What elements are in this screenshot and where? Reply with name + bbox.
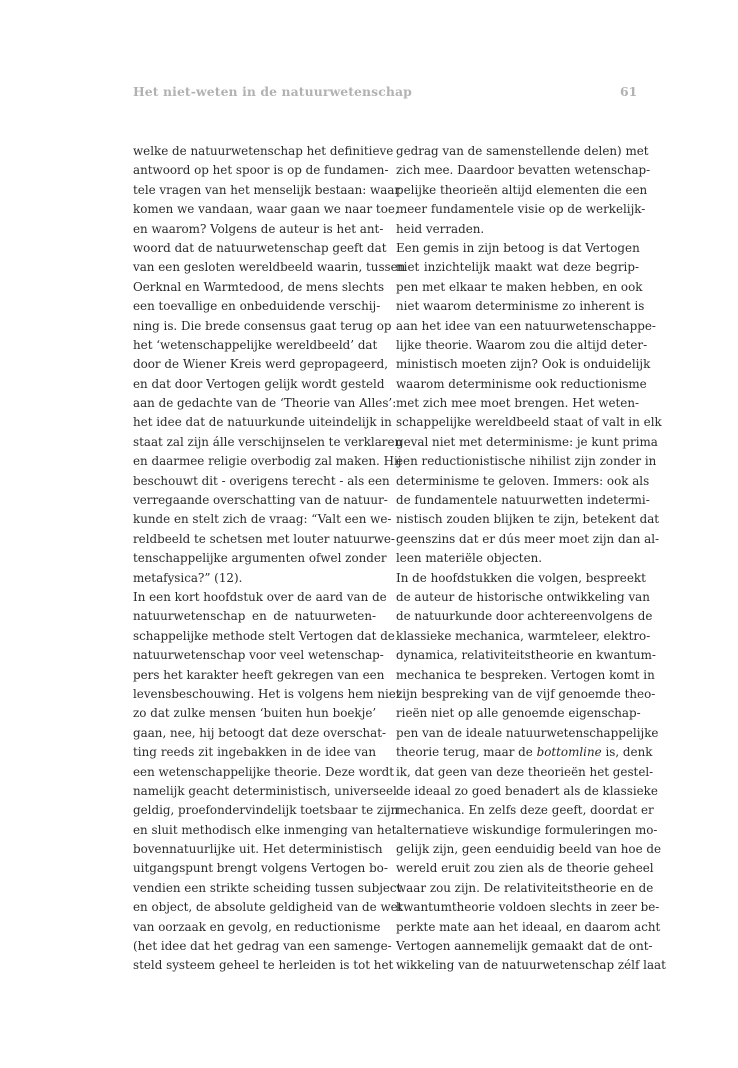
text-line: kwantumtheorie voldoen slechts in zeer be-	[396, 900, 660, 915]
text-line: met zich mee moet brengen. Het weten-	[396, 396, 639, 411]
text-line: lijke theorie. Waarom zou die altijd deter-	[396, 337, 648, 352]
text-line: mechanica. En zelfs deze geeft, doordat er	[396, 803, 654, 818]
text-line: verregaande overschatting van de natuur-	[133, 493, 388, 508]
text-line: geenszins dat er dús meer moet zijn dan al-	[396, 531, 660, 546]
running-head-title: Het niet-weten in de natuurwetenschap	[133, 84, 412, 99]
text-line: pen van de ideale natuurwetenschappelijke	[396, 725, 659, 740]
text-column-left	[133, 142, 406, 976]
text-line: welke de natuurwetenschap het definitieve	[133, 144, 394, 158]
text-line: meer fundamentele visie op de werkelijk-	[396, 202, 646, 217]
text-line: pen met elkaar te maken hebben, en ook	[396, 279, 643, 294]
text-line: klassieke mechanica, warmteleer, elektro-	[396, 628, 651, 643]
text-line: ik, dat geen van deze theorieën het gestel-	[396, 764, 654, 779]
text-line: vendien een strikte scheiding tussen subject	[133, 880, 402, 895]
text-line: woord dat de natuurwetenschap geeft dat	[133, 240, 387, 255]
text-line: ting reeds zit ingebakken in de idee van	[133, 745, 376, 760]
text-line: pelijke theorieën altijd elementen die een	[396, 182, 648, 197]
text-line: natuurwetenschap voor veel wetenschap-	[133, 648, 384, 663]
text-line: uitgangspunt brengt volgens Vertogen bo-	[133, 861, 388, 876]
text-line: beschouwt dit - overigens terecht - als een	[133, 473, 390, 488]
text-line: en dat door Vertogen gelijk wordt gesteld	[133, 376, 385, 391]
text-line: reldbeeld te schetsen met louter natuurwe-	[133, 531, 395, 546]
text-line: zich mee. Daardoor bevatten wetenschap-	[396, 163, 651, 178]
text-line: bovennatuurlijke uit. Het deterministisch	[133, 842, 383, 857]
text-line: van oorzaak en gevolg, en reductionisme	[133, 919, 381, 934]
text-line: In de hoofdstukken die volgen, bespreekt	[396, 570, 646, 585]
text-line: metafysica?” (12).	[133, 570, 243, 585]
text-line: kunde en stelt zich de vraag: “Valt een we-	[133, 512, 392, 527]
text-line: tele vragen van het menselijk bestaan: waar	[133, 182, 401, 197]
text-line: het idee dat de natuurkunde uiteindelijk in	[133, 415, 392, 430]
text-line: ning is. Die brede consensus gaat terug op	[133, 318, 392, 333]
text-line: schappelijke methode stelt Vertogen dat de	[133, 628, 395, 643]
text-line: Vertogen aannemelijk gemaakt dat de ont-	[396, 939, 653, 954]
text-line: wikkeling van de natuurwetenschap zélf laat	[396, 958, 666, 973]
text-line: Een gemis in zijn betoog is dat Vertogen	[396, 240, 640, 255]
text-line: pers het karakter heeft gekregen van een	[133, 667, 385, 682]
text-line: staat zal zijn álle verschijnselen te verklaren	[133, 434, 403, 449]
text-line: de fundamentele natuurwetten indetermi-	[396, 493, 650, 508]
text-line: de auteur de historische ontwikkeling van	[396, 589, 650, 604]
text-line: aan het idee van een natuurwetenschappe-	[396, 318, 656, 333]
text-line: levensbeschouwing. Het is volgens hem niet	[133, 686, 401, 701]
text-line: determinisme te geloven. Immers: ook als	[396, 473, 650, 488]
text-line: een toevallige en onbeduidende verschij-	[133, 299, 381, 314]
text-line: door de Wiener Kreis werd gepropageerd,	[133, 357, 388, 372]
text-line: gaan, nee, hij betoogt dat deze overschat-	[133, 725, 387, 740]
text-line: gelijk zijn, geen eenduidig beeld van hoe de	[396, 842, 662, 857]
text-line: zijn bespreking van de vijf genoemde theo-	[396, 686, 656, 701]
text-line: waarom determinisme ook reductionisme	[396, 376, 647, 391]
text-line: de natuurkunde door achtereenvolgens de	[396, 609, 653, 624]
text-line: dynamica, relativiteitstheorie en kwantum-	[396, 648, 656, 663]
text-line: geval niet met determinisme: je kunt prima	[396, 434, 658, 449]
text-line: namelijk geacht deterministisch, universeel	[133, 783, 397, 798]
text-line: natuurwetenschap en de natuurweten-	[133, 609, 376, 624]
text-line: ministisch moeten zijn? Ook is onduidelijk	[396, 357, 651, 372]
text-line: antwoord op het spoor is op de fundamen-	[133, 163, 389, 178]
text-line: van een gesloten wereldbeeld waarin, tussen	[133, 260, 406, 275]
text-line: niet inzichtelijk maakt wat deze begrip-	[396, 260, 639, 275]
text-line: gedrag van de samenstellende delen) met	[396, 144, 649, 158]
text-line: zo dat zulke mensen ‘buiten hun boekje’	[133, 706, 377, 721]
text-line: nistisch zouden blijken te zijn, betekent dat	[396, 512, 660, 527]
text-line: niet waarom determinisme zo inherent is	[396, 299, 645, 314]
text-line: leen materiële objecten.	[396, 551, 543, 566]
text-line: alternatieve wiskundige formuleringen mo-	[396, 822, 658, 837]
page-number: 61	[620, 84, 638, 99]
text-line: wereld eruit zou zien als de theorie geheel	[396, 861, 654, 876]
text-line: het ‘wetenschappelijke wereldbeeld’ dat	[133, 337, 378, 352]
text-line: In een kort hoofdstuk over de aard van de	[133, 589, 387, 604]
text-line: (het idee dat het gedrag van een samenge-	[133, 939, 392, 954]
text-line: een wetenschappelijke theorie. Deze wordt	[133, 764, 395, 779]
text-column-right	[396, 142, 666, 976]
text-line: en daarmee religie overbodig zal maken. Hij	[133, 454, 402, 469]
text-line: steld systeem geheel te herleiden is tot het	[133, 958, 394, 973]
text-line: een reductionistische nihilist zijn zonder in	[396, 454, 657, 469]
text-line: theorie terug, maar de bottomline is, denk	[396, 745, 653, 760]
text-line: geldig, proefondervindelijk toetsbaar te zijn	[133, 803, 399, 818]
text-line: waar zou zijn. De relativiteitstheorie en de	[396, 880, 654, 895]
text-line: komen we vandaan, waar gaan we naar toe,	[133, 202, 399, 217]
text-line: en waarom? Volgens de auteur is het ant-	[133, 221, 384, 236]
text-line: rieën niet op alle genoemde eigenschap-	[396, 706, 641, 721]
text-line: heid verraden.	[396, 221, 485, 236]
text-line: schappelijke wereldbeeld staat of valt in elk	[396, 415, 662, 430]
text-line: Oerknal en Warmtedood, de mens slechts	[133, 279, 385, 294]
text-line: aan de gedachte van de ‘Theorie van Alles’:	[133, 396, 397, 411]
text-line: de ideaal zo goed benadert als de klassieke	[396, 783, 658, 798]
text-line: en object, de absolute geldigheid van de wet	[133, 900, 403, 915]
text-line: perkte mate aan het ideaal, en daarom acht	[396, 919, 661, 934]
text-line: tenschappelijke argumenten ofwel zonder	[133, 551, 387, 566]
text-line: mechanica te bespreken. Vertogen komt in	[396, 667, 655, 682]
text-line: en sluit methodisch elke inmenging van het	[133, 822, 397, 837]
